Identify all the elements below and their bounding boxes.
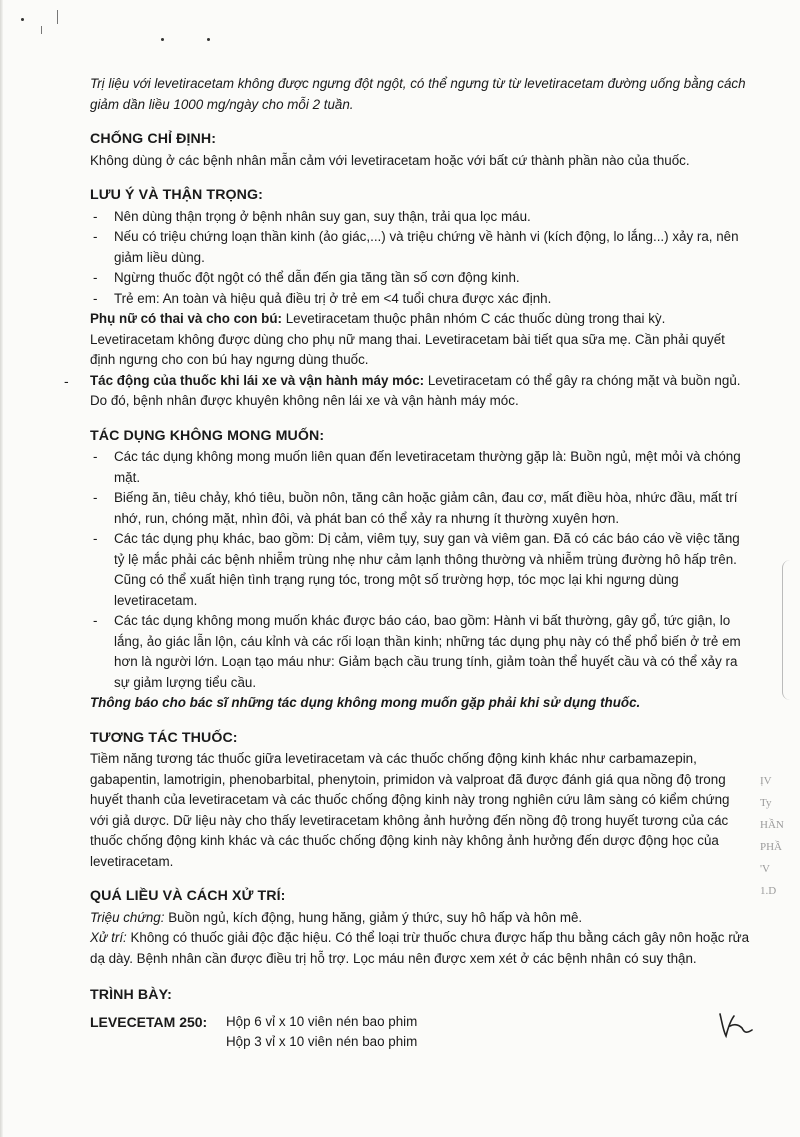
- document-page: [64, 74, 750, 1053]
- interactions-text: Tiềm năng tương tác thuốc giữa levetiracetam và các thuốc chống động kinh khác như carbamazepin, gabapentin, lamotrigin, phenobarbital, phenytoin, primidon và valproat đã được đánh giá qua nồng độ trong huyết thanh của levetiracetam và các thuốc chống động kinh này trong nghiên cứu lâm sàng có kiểm chứng với giả dược. Dữ liệu này cho thấy levetiracetam không ảnh hưởng đến nồng độ trong huyết tương của các thuốc chống động kinh khác và các thuốc chống động kinh này không ảnh hưởng đến dược động học của levetiracetam.: [90, 751, 730, 869]
- side-effects-notice: Thông báo cho bác sĩ những tác dụng không mong muốn gặp phải khi sử dụng thuốc.: [90, 695, 641, 710]
- scan-mark: [41, 26, 42, 34]
- symptoms-text: Buồn ngủ, kích động, hung hăng, giảm ý thức, suy hô hấp và hôn mê.: [164, 909, 583, 925]
- stamp-text: Ty: [760, 797, 772, 809]
- precautions-list: [90, 207, 750, 310]
- intro-note: Trị liệu với levetiracetam không được ngưng đột ngột, có thể ngưng từ từ levetiracetam đường uống bằng cách giảm dần liều 1000 mg/ngày cho mỗi 2 tuần.: [90, 76, 746, 112]
- pregnancy-label: Phụ nữ có thai và cho con bú:: [90, 311, 282, 326]
- stamp-text: HẦN: [760, 819, 784, 831]
- symptoms-label: Triệu chứng:: [90, 909, 165, 925]
- side-effects-list: [90, 447, 750, 693]
- treatment-label: Xử trí:: [90, 930, 127, 945]
- list-item: - Biếng ăn, tiêu chảy, khó tiêu, buồn nôn, tăng cân hoặc giảm cân, đau cơ, mất điều hòa, nhức đầu, mất trí nhớ, run, chóng mặt, nhìn đôi, và phát ban có thể xảy ra nhưng ít thường xuyên hơn.: [90, 488, 750, 529]
- scan-speck: [21, 18, 24, 21]
- handwritten-initials: [716, 1008, 756, 1042]
- contraindications-heading: CHỐNG CHỈ ĐỊNH:: [90, 131, 217, 147]
- overdose-heading: QUÁ LIỀU VÀ CÁCH XỬ TRÍ:: [90, 888, 286, 904]
- list-item: - Các tác dụng phụ khác, bao gồm: Dị cảm, viêm tụy, suy gan và viêm gan. Đã có các báo cáo về việc tăng tỷ lệ mắc phải các bệnh nhiễm trùng nhẹ như cảm lạnh thông thường và nhiễm trùng đường hô hấp trên. Cũng có thể xuất hiện tình trạng rụng tóc, trong một số trường hợp, tóc mọc lại khi ngưng dùng levetiracetam.: [90, 529, 750, 611]
- scan-margin-mark: [782, 560, 800, 700]
- driving-text: Levetiracetam có thể gây ra chóng mặt và buồn ngủ. Do đó, bệnh nhân được khuyên không nên lái xe và vận hành máy móc.: [90, 372, 741, 408]
- product-name: LEVECETAM 250:: [90, 1013, 208, 1030]
- list-item: - Nên dùng thận trọng ở bệnh nhân suy gan, suy thận, trải qua lọc máu.: [90, 207, 750, 228]
- list-item: - Nếu có triệu chứng loạn thần kinh (ảo giác,...) và triệu chứng về hành vi (kích động, lo lắng...) xảy ra, nên giảm liều dùng.: [90, 227, 750, 268]
- presentation-row: [90, 1012, 750, 1053]
- stamp-text: 'V: [760, 863, 770, 875]
- overdose-symptoms: [90, 908, 750, 929]
- scan-speck: [161, 38, 164, 41]
- scan-edge: [0, 0, 3, 1137]
- list-item: - Các tác dụng không mong muốn liên quan đến levetiracetam thường gặp là: Buồn ngủ, mệt mỏi và chóng mặt.: [90, 447, 750, 488]
- stamp-text: 1.D: [760, 885, 777, 897]
- list-item: - Trẻ em: An toàn và hiệu quả điều trị ở trẻ em <4 tuổi chưa được xác định.: [90, 289, 750, 310]
- pregnancy-text: Levetiracetam thuộc phân nhóm C các thuốc dùng trong thai kỳ. Levetiracetam không được dùng cho phụ nữ mang thai. Levetiracetam bài tiết qua sữa mẹ. Cần phải quyết định ngưng cho con bú hay ngưng dùng thuốc.: [90, 311, 725, 367]
- scan-speck: [207, 38, 210, 41]
- driving-label: Tác động của thuốc khi lái xe và vận hành máy móc:: [90, 372, 425, 388]
- driving-paragraph: [64, 371, 750, 412]
- pregnancy-paragraph: [90, 309, 750, 371]
- treatment-text: Không có thuốc giải độc đặc hiệu. Có thể loại trừ thuốc chưa được hấp thu bằng cách gây nôn hoặc rửa dạ dày. Bệnh nhân cần được điều trị hỗ trợ. Lọc máu nên được xem xét ở các bệnh nhân có suy thận.: [90, 930, 750, 966]
- interactions-heading: TƯƠNG TÁC THUỐC:: [90, 729, 238, 746]
- stamp-text: ỊV: [760, 775, 772, 787]
- pack-item: Hộp 3 vỉ x 10 viên nén bao phim: [226, 1034, 418, 1049]
- side-stamp-fragment: [760, 770, 800, 897]
- presentation-heading: TRÌNH BÀY:: [90, 987, 172, 1003]
- precautions-heading: LƯU Ý VÀ THẬN TRỌNG:: [90, 187, 263, 203]
- list-item: - Ngừng thuốc đột ngột có thể dẫn đến gia tăng tần số cơn động kinh.: [90, 268, 750, 289]
- side-effects-heading: TÁC DỤNG KHÔNG MONG MUỐN:: [90, 427, 325, 444]
- pack-list: [226, 1012, 417, 1053]
- margin-mark: -: [64, 372, 69, 389]
- stamp-text: PHẦ: [760, 841, 783, 853]
- overdose-treatment: [90, 928, 750, 969]
- pack-item: Hộp 6 vỉ x 10 viên nén bao phim: [226, 1013, 418, 1029]
- contraindications-text: Không dùng ở các bệnh nhân mẫn cảm với levetiracetam hoặc với bất cứ thành phần nào của thuốc.: [90, 152, 690, 168]
- list-item: - Các tác dụng không mong muốn khác được báo cáo, bao gồm: Hành vi bất thường, gây gổ, tức giận, lo lắng, ảo giác lẫn lộn, cáu kỉnh và các rối loạn thần kinh; những tác dụng phụ này có thể phổ biến ở trẻ em hơn là người lớn. Loạn tạo máu như: Giảm bạch cầu trung tính, giảm toàn thể huyết cầu và có thể xảy ra sự giảm lượng tiểu cầu.: [90, 611, 750, 693]
- scan-mark: [57, 10, 58, 24]
